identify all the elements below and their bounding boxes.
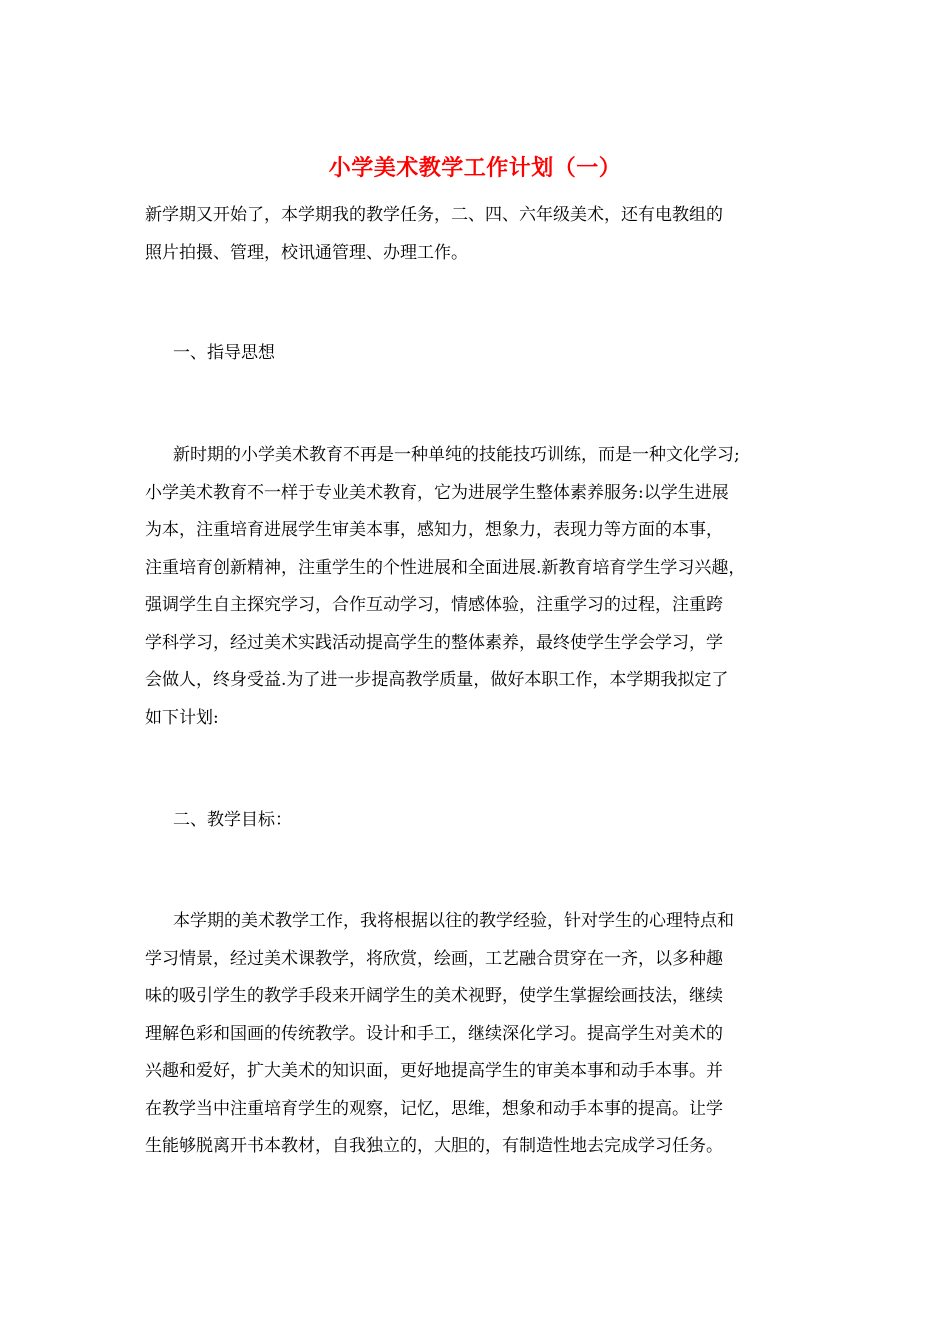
section1-paragraph <box>145 437 805 737</box>
intro-line: 照片拍摄、管理，校讯通管理、办理工作。 <box>145 242 468 263</box>
section-heading-guiding-ideology: 一、指导思想 <box>173 343 275 363</box>
paragraph-line: 兴趣和爱好，扩大美术的知识面，更好地提高学生的审美本事和动手本事。并 <box>145 1061 723 1081</box>
paragraph-line: 在教学当中注重培育学生的观察，记忆，思维，想象和动手本事的提高。让学 <box>145 1098 723 1119</box>
paragraph-line: 如下计划: <box>145 707 219 728</box>
section2-paragraph <box>145 903 805 1166</box>
section-heading-teaching-goals: 二、教学目标： <box>173 810 292 830</box>
paragraph-line: 新时期的小学美术教育不再是一种单纯的技能技巧训练，而是一种文化学习; <box>173 445 740 465</box>
paragraph-line: 小学美术教育不一样于专业美术教育，它为进展学生整体素养服务:以学生进展 <box>145 482 729 503</box>
paragraph-line: 生能够脱离开书本教材，自我独立的，大胆的，有制造性地去完成学习任务。 <box>145 1136 723 1156</box>
paragraph-line: 注重培育创新精神，注重学生的个性进展和全面进展.新教育培育学生学习兴趣， <box>145 557 746 578</box>
paragraph-line: 强调学生自主探究学习，合作互动学习，情感体验，注重学习的过程，注重跨 <box>145 595 723 615</box>
intro-paragraph <box>145 197 805 272</box>
paragraph-line: 味的吸引学生的教学手段来开阔学生的美术视野，使学生掌握绘画技法，继续 <box>145 986 723 1006</box>
paragraph-line: 理解色彩和国画的传统教学。设计和手工，继续深化学习。提高学生对美术的 <box>145 1023 723 1044</box>
paragraph-line: 学习情景，经过美术课教学，将欣赏，绘画，工艺融合贯穿在一齐，以多种趣 <box>145 948 723 969</box>
intro-line: 新学期又开始了，本学期我的教学任务，二、四、六年级美术，还有电教组的 <box>145 205 723 225</box>
paragraph-line: 本学期的美术教学工作，我将根据以往的教学经验，针对学生的心理特点和 <box>173 911 734 931</box>
paragraph-line: 会做人，终身受益.为了进一步提高教学质量，做好本职工作，本学期我拟定了 <box>145 670 729 690</box>
paragraph-line: 为本，注重培育进展学生审美本事，感知力，想象力，表现力等方面的本事， <box>145 520 723 540</box>
document-title: 小学美术教学工作计划（一） <box>328 155 622 181</box>
paragraph-line: 学科学习，经过美术实践活动提高学生的整体素养，最终使学生学会学习，学 <box>145 632 723 653</box>
